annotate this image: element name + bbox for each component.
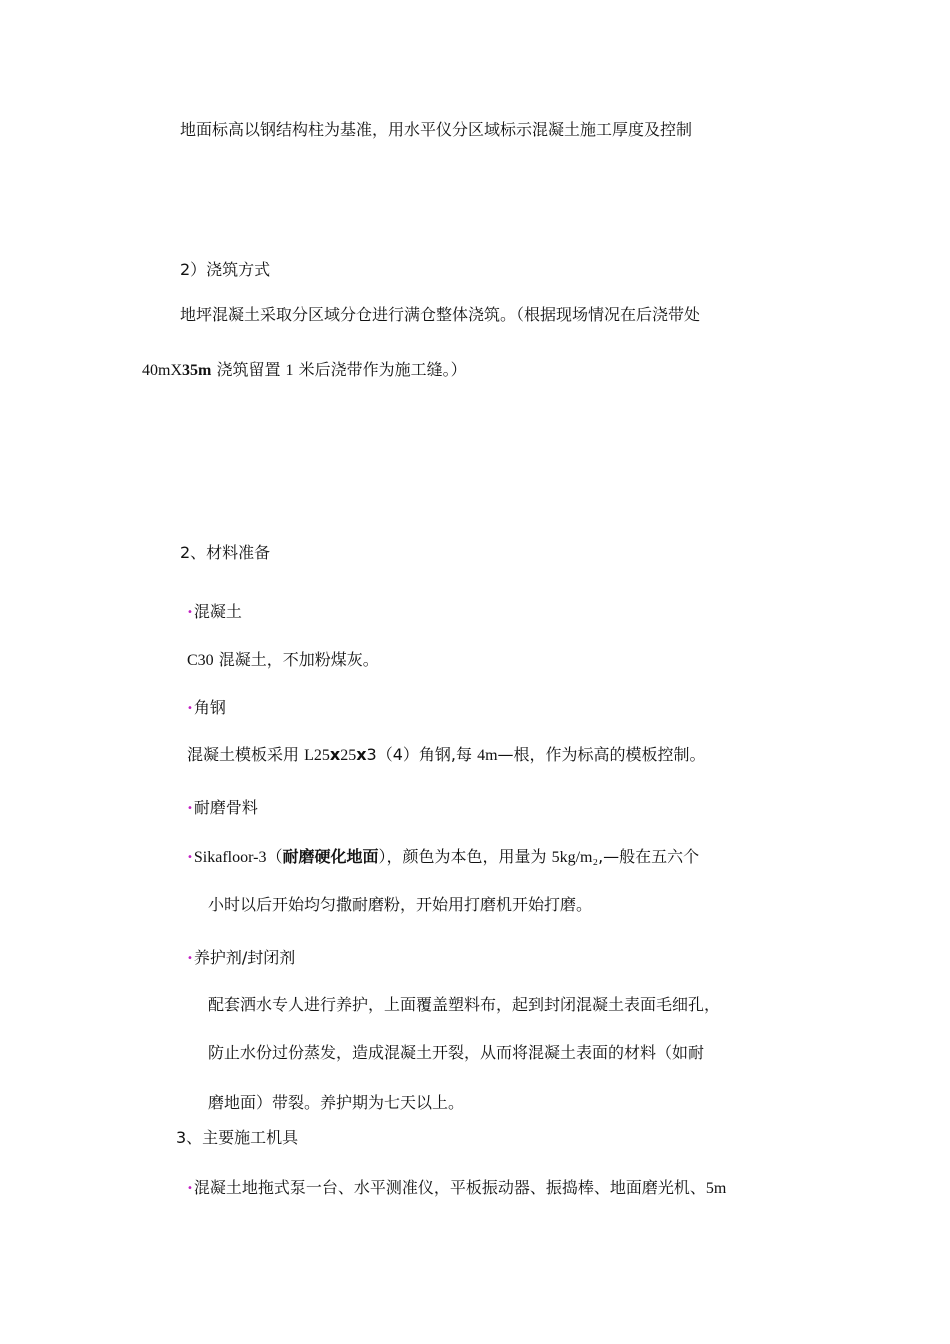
list-item-concrete: •混凝土 [187, 602, 242, 621]
paragraph-concrete: C30 混凝土，不加粉煤灰。 [187, 650, 379, 669]
paragraph-leveling: 地面标高以钢结构柱为基准，用水平仪分区域标示混凝土施工厚度及控制 [180, 120, 693, 139]
heading-materials: 2、材料准备 [180, 543, 271, 562]
paragraph-curing-1: 配套洒水专人进行养护，上面覆盖塑料布，起到封闭混凝土表面毛细孔， [208, 995, 721, 1014]
list-item-aggregate: •耐磨骨料 [187, 798, 258, 817]
paragraph-angle-steel: 混凝土模板采用 L25x25x3（4）角钢,每 4m—根，作为标高的模板控制。 [187, 745, 706, 764]
paragraph-pouring-cont: 40mX35m 浇筑留置 1 米后浇带作为施工缝。） [142, 360, 467, 379]
bullet-icon: • [187, 1183, 193, 1194]
paragraph-curing-2: 防止水份过份蒸发，造成混凝土开裂，从而将混凝土表面的材料（如耐 [208, 1043, 705, 1062]
bullet-icon: • [187, 607, 193, 618]
heading-machines: 3、主要施工机具 [176, 1128, 299, 1147]
paragraph-curing-3: 磨地面）带裂。养护期为七天以上。 [208, 1093, 465, 1112]
heading-pouring-method: 2）浇筑方式 [180, 260, 271, 279]
paragraph-sikafloor-cont: 小时以后开始均匀撒耐磨粉，开始用打磨机开始打磨。 [208, 895, 593, 914]
bullet-icon: • [187, 852, 193, 863]
list-item-curing: •养护剂/封闭剂 [187, 948, 296, 967]
bullet-icon: • [187, 703, 193, 714]
paragraph-pouring: 地坪混凝土采取分区域分仓进行满仓整体浇筑。（根据现场情况在后浇带处 [180, 305, 701, 324]
list-item-sikafloor: •Sikafloor-3（耐磨硬化地面），颜色为本色，用量为 5kg/m₂,—般在五六个 [187, 847, 700, 866]
bullet-icon: • [187, 953, 193, 964]
list-item-angle-steel: •角钢 [187, 698, 226, 717]
bullet-icon: • [187, 803, 193, 814]
list-item-machines: •混凝土地拖式泵一台、水平测准仪，平板振动器、振捣棒、地面磨光机、5m [187, 1178, 727, 1197]
